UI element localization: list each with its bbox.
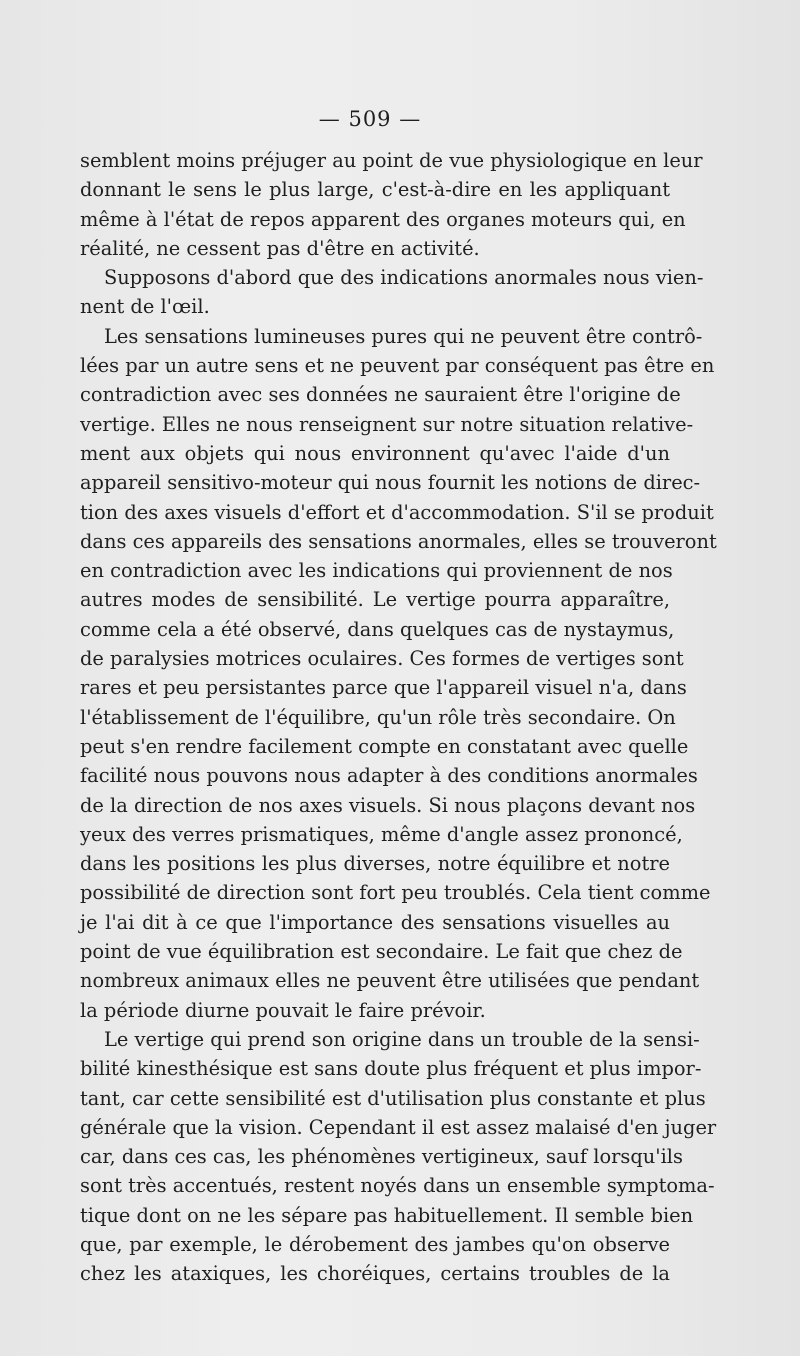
text-line: tique dont on ne les sépare pas habituellement. Il semble bien [80, 1203, 694, 1227]
text-line: point de vue équilibration est secondaire. Le fait que chez de [80, 940, 683, 964]
text-line: autres modes de sensibilité. Le vertige pourra apparaître, [80, 588, 670, 612]
text-line: en contradiction avec les indications qui proviennent de nos [80, 559, 673, 583]
text-line: Les sensations lumineuses pures qui ne peuvent être contrô- [104, 324, 703, 348]
text-line: contradiction avec ses données ne sauraient être l'origine de [80, 383, 681, 407]
page-number: — 509 — [318, 107, 422, 131]
text-line: vertige. Elles ne nous renseignent sur notre situation relative- [80, 412, 694, 436]
text-line: semblent moins préjuger au point de vue physiologique en leur [80, 149, 703, 172]
text-line: Le vertige qui prend son origine dans un trouble de la sensi- [104, 1027, 700, 1051]
text-line: car, dans ces cas, les phénomènes vertigineux, sauf lorsqu'ils [80, 1145, 683, 1169]
text-line: que, par exemple, le dérobement des jambes qu'on observe [80, 1232, 670, 1256]
text-line: de paralysies motrices oculaires. Ces formes de vertiges sont [80, 647, 684, 671]
text-line: tion des axes visuels d'effort et d'accommodation. S'il se produit [80, 500, 714, 524]
text-line: réalité, ne cessent pas d'être en activité. [80, 236, 480, 260]
text-line: Supposons d'abord que des indications anormales nous vien- [104, 266, 704, 290]
text-line: yeux des verres prismatiques, même d'angle assez prononcé, [80, 822, 683, 846]
text-line: sont très accentués, restent noyés dans un ensemble symptoma- [80, 1174, 715, 1198]
text-line: appareil sensitivo-moteur qui nous fournit les notions de direc- [80, 471, 701, 495]
text-line: de la direction de nos axes visuels. Si nous plaçons devant nos [80, 793, 696, 817]
text-line: tant, car cette sensibilité est d'utilisation plus constante et plus [80, 1086, 706, 1110]
text-line: dans ces appareils des sensations anormales, elles se trouveront [80, 529, 717, 553]
text-line: ment aux objets qui nous environnent qu'avec l'aide d'un [80, 441, 670, 465]
body-text [80, 146, 717, 1289]
text-line: donnant le sens le plus large, c'est-à-dire en les appliquant [80, 178, 670, 202]
text-line: lées par un autre sens et ne peuvent par conséquent pas être en [80, 354, 715, 378]
text-line: la période diurne pouvait le faire prévoir. [80, 998, 486, 1022]
text-line: l'établissement de l'équilibre, qu'un rôle très secondaire. On [80, 705, 676, 729]
text-line: rares et peu persistantes parce que l'appareil visuel n'a, dans [80, 676, 687, 700]
text-line: possibilité de direction sont fort peu troublés. Cela tient comme [80, 881, 711, 905]
text-line: peut s'en rendre facilement compte en constatant avec quelle [80, 734, 689, 758]
text-line: nombreux animaux elles ne peuvent être utilisées que pendant [80, 969, 700, 993]
text-line: même à l'état de repos apparent des organes moteurs qui, en [80, 207, 686, 231]
text-line: comme cela a été observé, dans quelques cas de nystaymus, [80, 617, 675, 641]
text-line: dans les positions les plus diverses, notre équilibre et notre [80, 852, 670, 876]
text-line: facilité nous pouvons nous adapter à des conditions anormales [80, 764, 698, 788]
text-line: générale que la vision. Cependant il est assez malaisé d'en juger [80, 1115, 717, 1139]
text-line: je l'ai dit à ce que l'importance des sensations visuelles au [80, 910, 670, 934]
text-line: bilité kinesthésique est sans doute plus fréquent et plus impor- [80, 1057, 702, 1081]
text-line: chez les ataxiques, les choréiques, certains troubles de la [80, 1262, 670, 1286]
text-line: nent de l'œil. [80, 295, 210, 319]
